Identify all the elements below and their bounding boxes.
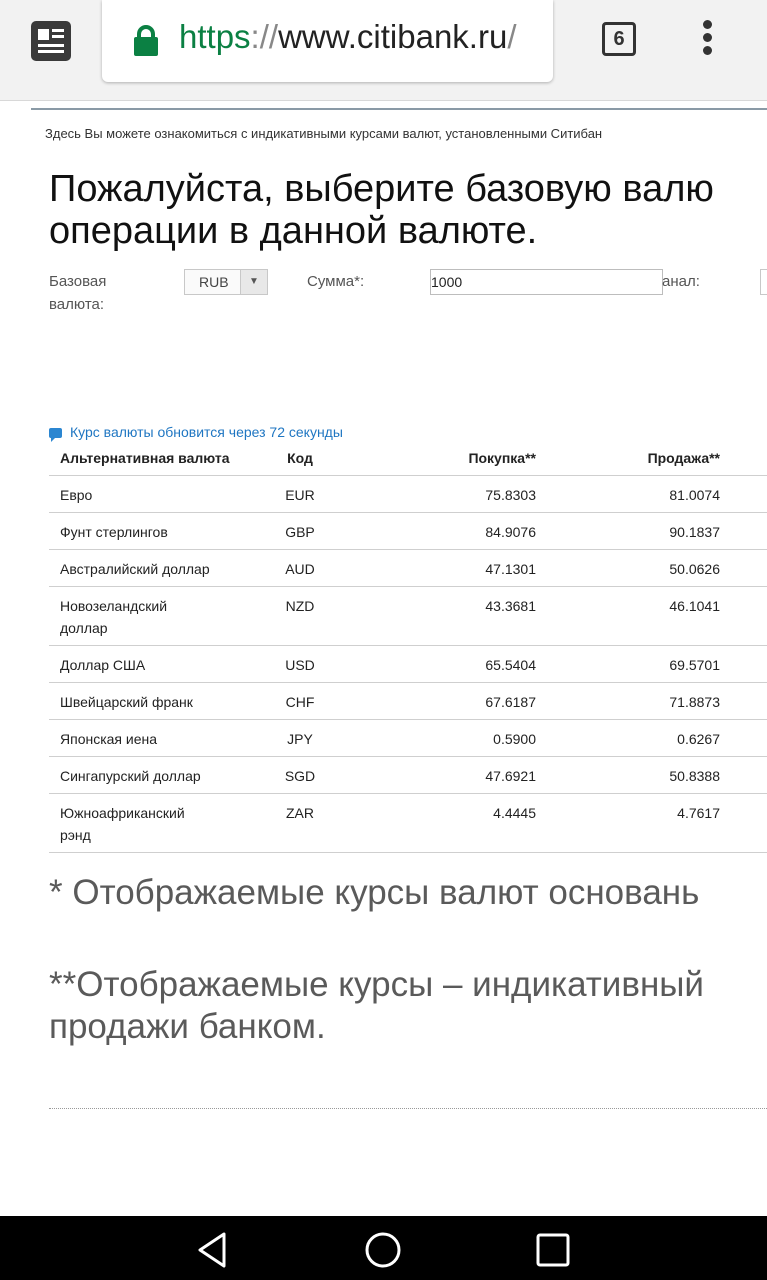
buy-rate: 47.6921 [340, 757, 536, 794]
url-suffix: / [507, 18, 517, 55]
column-header-sell: Продажа** [536, 441, 720, 476]
chevron-down-icon: ▼ [240, 270, 267, 294]
url-scheme: https [179, 18, 251, 55]
header-divider [31, 108, 767, 110]
row-spacer [720, 550, 767, 587]
page-title-line1: Пожалуйста, выберите базовую валю [49, 168, 714, 210]
currency-code: GBP [260, 513, 340, 550]
currency-code: JPY [260, 720, 340, 757]
sell-rate: 71.8873 [536, 683, 720, 720]
currency-name-line1: Швейцарский франк [60, 694, 193, 710]
base-currency-label-line2: валюта: [49, 296, 105, 313]
buy-rate: 67.6187 [340, 683, 536, 720]
refresh-notice [49, 424, 343, 440]
column-header-code: Код [260, 441, 340, 476]
base-currency-label-line1: Базовая [49, 273, 107, 290]
currency-name-line2: рэнд [60, 827, 91, 843]
footnote-2 [49, 964, 767, 1048]
buy-rate: 47.1301 [340, 550, 536, 587]
page-title [49, 168, 767, 252]
table-row [49, 513, 767, 550]
footnote-1: * Отображаемые курсы валют основань [49, 873, 700, 912]
reader-mode-icon[interactable] [31, 21, 71, 61]
amount-input[interactable] [430, 269, 663, 295]
recents-square-icon[interactable] [533, 1230, 573, 1270]
row-spacer [720, 476, 767, 513]
browser-toolbar [0, 0, 767, 101]
buy-rate: 4.4445 [340, 794, 536, 853]
currency-code: AUD [260, 550, 340, 587]
system-navigation-bar [0, 1216, 767, 1280]
column-header-spacer [720, 441, 767, 476]
address-bar[interactable] [102, 0, 553, 82]
currency-name-line1: Японская иена [60, 731, 158, 747]
footnote-2-line1: **Отображаемые курсы – индикативный [49, 965, 704, 1004]
table-row [49, 794, 767, 853]
sell-rate: 81.0074 [536, 476, 720, 513]
currency-name [49, 646, 260, 683]
back-triangle-icon[interactable] [193, 1230, 233, 1270]
amount-label: Сумма*: [307, 273, 365, 290]
currency-code: SGD [260, 757, 340, 794]
lock-icon [132, 24, 160, 58]
overflow-menu-icon[interactable] [697, 20, 717, 64]
currency-name-line1: Австралийский доллар [60, 561, 210, 577]
sell-rate: 50.0626 [536, 550, 720, 587]
currency-code: EUR [260, 476, 340, 513]
base-currency-select[interactable] [184, 269, 268, 295]
row-spacer [720, 757, 767, 794]
channel-label: анал: [662, 273, 700, 290]
currency-name [49, 757, 260, 794]
base-currency-label [49, 270, 106, 316]
currency-code: USD [260, 646, 340, 683]
sell-rate: 50.8388 [536, 757, 720, 794]
row-spacer [720, 587, 767, 646]
url-text [179, 18, 516, 56]
row-spacer [720, 646, 767, 683]
buy-rate: 75.8303 [340, 476, 536, 513]
row-spacer [720, 794, 767, 853]
buy-rate: 0.5900 [340, 720, 536, 757]
refresh-notice-text: Курс валюты обновится через 72 секунды [70, 424, 343, 440]
currency-name-line1: Новозеландский [60, 598, 168, 614]
sell-rate: 69.5701 [536, 646, 720, 683]
home-circle-icon[interactable] [363, 1230, 403, 1270]
table-row [49, 720, 767, 757]
sell-rate: 46.1041 [536, 587, 720, 646]
footnote-2-line2: продажи банком. [49, 1007, 326, 1046]
currency-name [49, 587, 260, 646]
currency-name [49, 683, 260, 720]
table-row [49, 646, 767, 683]
currency-name-line1: Южноафриканский [60, 805, 185, 821]
currency-code: NZD [260, 587, 340, 646]
table-header-row [49, 441, 767, 476]
row-spacer [720, 513, 767, 550]
channel-select[interactable] [760, 269, 767, 295]
section-divider [49, 1108, 767, 1109]
buy-rate: 65.5404 [340, 646, 536, 683]
chat-bubble-icon [49, 428, 62, 438]
exchange-rates-table [49, 441, 767, 853]
sell-rate: 0.6267 [536, 720, 720, 757]
table-row [49, 587, 767, 646]
sell-rate: 90.1837 [536, 513, 720, 550]
column-header-buy: Покупка** [340, 441, 536, 476]
sell-rate: 4.7617 [536, 794, 720, 853]
intro-text: Здесь Вы можете ознакомиться с индикативными курсами валют, установленными Ситибан [45, 126, 603, 141]
base-currency-value: RUB [199, 274, 229, 290]
url-host: www.citibank.ru [278, 18, 508, 55]
url-separator: :// [250, 18, 279, 55]
currency-name [49, 513, 260, 550]
currency-name-line2: доллар [60, 620, 108, 636]
table-row [49, 757, 767, 794]
table-body [49, 476, 767, 853]
tab-switcher-button[interactable]: 6 [602, 22, 636, 56]
table-row [49, 683, 767, 720]
currency-name [49, 476, 260, 513]
currency-name [49, 720, 260, 757]
table-row [49, 476, 767, 513]
currency-name [49, 794, 260, 853]
currency-code: ZAR [260, 794, 340, 853]
currency-name-line1: Сингапурский доллар [60, 768, 201, 784]
buy-rate: 84.9076 [340, 513, 536, 550]
currency-name-line1: Доллар США [60, 657, 146, 673]
buy-rate: 43.3681 [340, 587, 536, 646]
table-row [49, 550, 767, 587]
currency-name-line1: Фунт стерлингов [60, 524, 168, 540]
row-spacer [720, 683, 767, 720]
page-title-line2: операции в данной валюте. [49, 210, 538, 252]
row-spacer [720, 720, 767, 757]
currency-code: CHF [260, 683, 340, 720]
column-header-currency: Альтернативная валюта [49, 441, 260, 476]
currency-name [49, 550, 260, 587]
currency-name-line1: Евро [60, 487, 93, 503]
